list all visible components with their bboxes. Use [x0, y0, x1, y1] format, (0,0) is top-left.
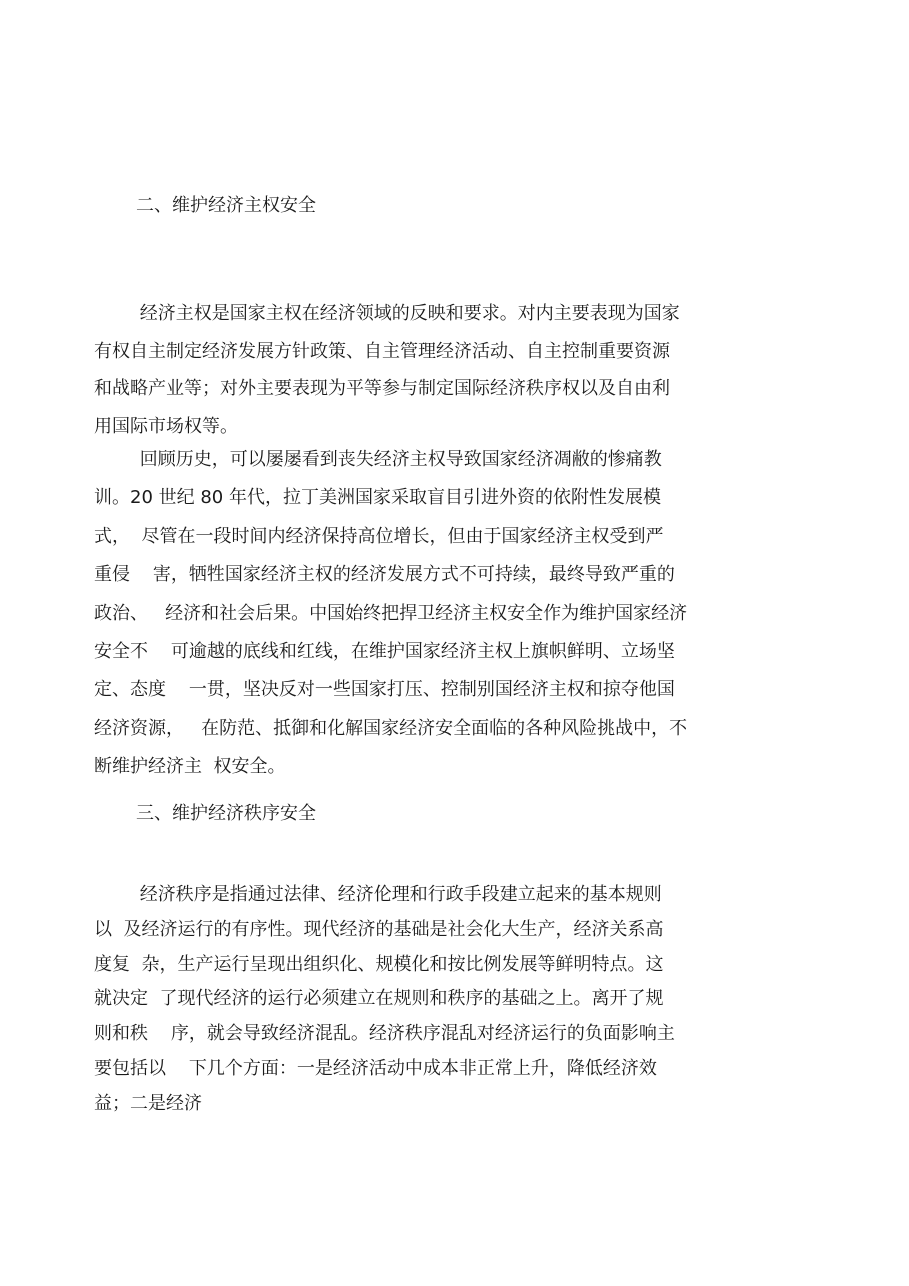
text-line: 度复 杂，生产运行呈现出组织化、规模化和按比例发展等鲜明特点。这	[94, 953, 664, 975]
section-heading-economic-sovereignty: 二、维护经济主权安全	[136, 195, 316, 216]
text-line: 和战略产业等；对外主要表现为平等参与制定国际经济秩序权以及自由利	[94, 378, 670, 400]
text-line: 回顾历史，可以屡屡看到丧失经济主权导致国家经济凋敝的惨痛教	[94, 449, 662, 470]
text-line: 断维护经济主 权安全。	[94, 756, 286, 778]
text-line: 益；二是经济	[94, 1092, 202, 1114]
text-line: 用国际市场权等。	[94, 415, 238, 437]
paragraph-economic-order-definition	[94, 878, 675, 1122]
text-line: 就决定 了现代经济的运行必须建立在规则和秩序的基础之上。离开了规	[94, 988, 664, 1010]
text-line: 训。20 世纪 80 年代，拉丁美洲国家采取盲目引进外资的依附性发展模	[94, 487, 661, 509]
text-line: 政治、 经济和社会后果。中国始终把捍卫经济主权安全作为维护国家经济	[94, 602, 688, 624]
text-line: 安全不 可逾越的底线和红线，在维护国家经济主权上旗帜鲜明、立场坚	[94, 640, 675, 662]
text-line: 要包括以 下几个方面：一是经济活动中成本非正常上升，降低经济效	[94, 1057, 657, 1079]
text-line: 经济资源， 在防范、抵御和化解国家经济安全面临的各种风险挑战中，不	[94, 717, 688, 739]
text-line: 经济秩序是指通过法律、经济伦理和行政手段建立起来的基本规则	[94, 884, 662, 905]
text-line: 则和秩 序，就会导致经济混乱。经济秩序混乱对经济运行的负面影响主	[94, 1023, 675, 1045]
text-line: 重侵 害，牺牲国家经济主权的经济发展方式不可持续，最终导致严重的	[94, 564, 675, 586]
paragraph-history-lesson	[94, 441, 687, 787]
text-line: 经济主权是国家主权在经济领域的反映和要求。对内主要表现为国家	[94, 303, 680, 324]
section-heading-economic-order: 三、维护经济秩序安全	[136, 803, 316, 824]
paragraph-economic-sovereignty-definition	[94, 295, 680, 445]
text-line: 有权自主制定经济发展方针政策、自主管理经济活动、自主控制重要资源	[94, 340, 670, 362]
text-line: 以 及经济运行的有序性。现代经济的基础是社会化大生产，经济关系高	[94, 918, 664, 940]
text-line: 式， 尽管在一段时间内经济保持高位增长，但由于国家经济主权受到严	[94, 525, 664, 547]
text-line: 定、态度 一贯，坚决反对一些国家打压、控制别国经济主权和掠夺他国	[94, 679, 675, 701]
